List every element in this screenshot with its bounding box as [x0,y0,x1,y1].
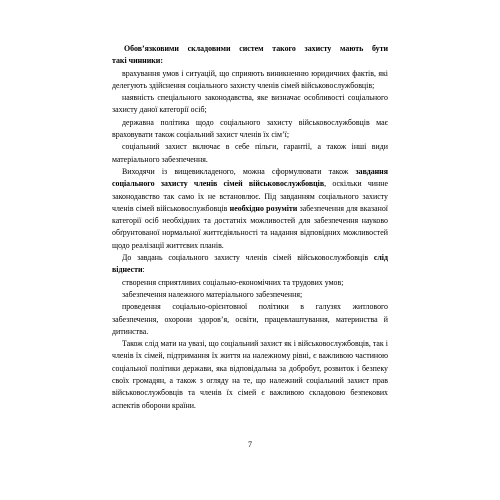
text-run: , оскільки чинне законодавство так само їх не встановлює. Під завданням соціального захисту членів сімей військовослужбовців [112,179,388,213]
text-run: : [142,265,145,275]
factor-item: врахування умов і ситуацій, що сприяють виникненню юридичних фактів, які делегують здійснення соціального захисту членів сімей військовослужбовців; [112,68,388,90]
bold-phrase: завдання соціального захисту членів сімей військовослужбовців [112,166,388,189]
tasks-definition-paragraph [112,166,388,252]
task-item: проведення соціально-орієнтовної політики в галузях житлового забезпечення, охорони здоров’я, освіти, працевлаштування, материнства й дитинства. [112,302,388,336]
heading-line-2: такі чинники: [112,56,163,66]
factor-item: державна політика щодо соціального захисту військовослужбовців має враховувати також соціальний захист членів їх сім’ї; [112,117,388,140]
bold-phrase: слід віднести [112,253,388,275]
text-run: Виходячи із вищевикладеного, можна сформулювати також [122,166,356,176]
conclusion-paragraph: Також слід мати на увазі, що соціальний захист як і військовослужбовців, так і членів їх сімей, підтримання їх життя на належному рівні, є важливою частиною соціальної політики держави, яка відповідальна за добробут, розвиток і безпеку своїх громадян, а також з огляду на те, що належний соціальний захист прав військовослужбовців та членів їх сімей є важливою складовою безпекових аспектів оборони країни. [112,339,388,410]
task-item: забезпечення належного матеріального забезпечення; [122,289,303,299]
bold-phrase: необхідно розуміти [229,203,298,213]
text-run: забезпечення для вказаної категорії осіб необхідних та достатніх можливостей для забезпечення науково обґрунтованої нормальної життєдіяльності та надання відповідних можливостей щодо реалізації життєвих планів. [112,203,388,250]
tasks-list-intro [112,252,388,277]
text-run: До завдань соціального захисту членів сімей військовослужбовців [122,253,374,263]
body-text [112,43,388,412]
page-number: 7 [248,440,252,449]
heading-line-1: Обов’язковими складовими систем такого захисту мають бути [124,44,388,53]
factor-item: наявність спеціального законодавства, яке визначає особливості соціального захисту даної категорії осіб; [112,93,388,115]
factor-item: соціальний захист включає в себе пільги, гарантії, а також інші види матеріального забезпечення. [112,142,388,164]
task-item: створення сприятливих соціально-економічних та трудових умов; [122,277,344,287]
